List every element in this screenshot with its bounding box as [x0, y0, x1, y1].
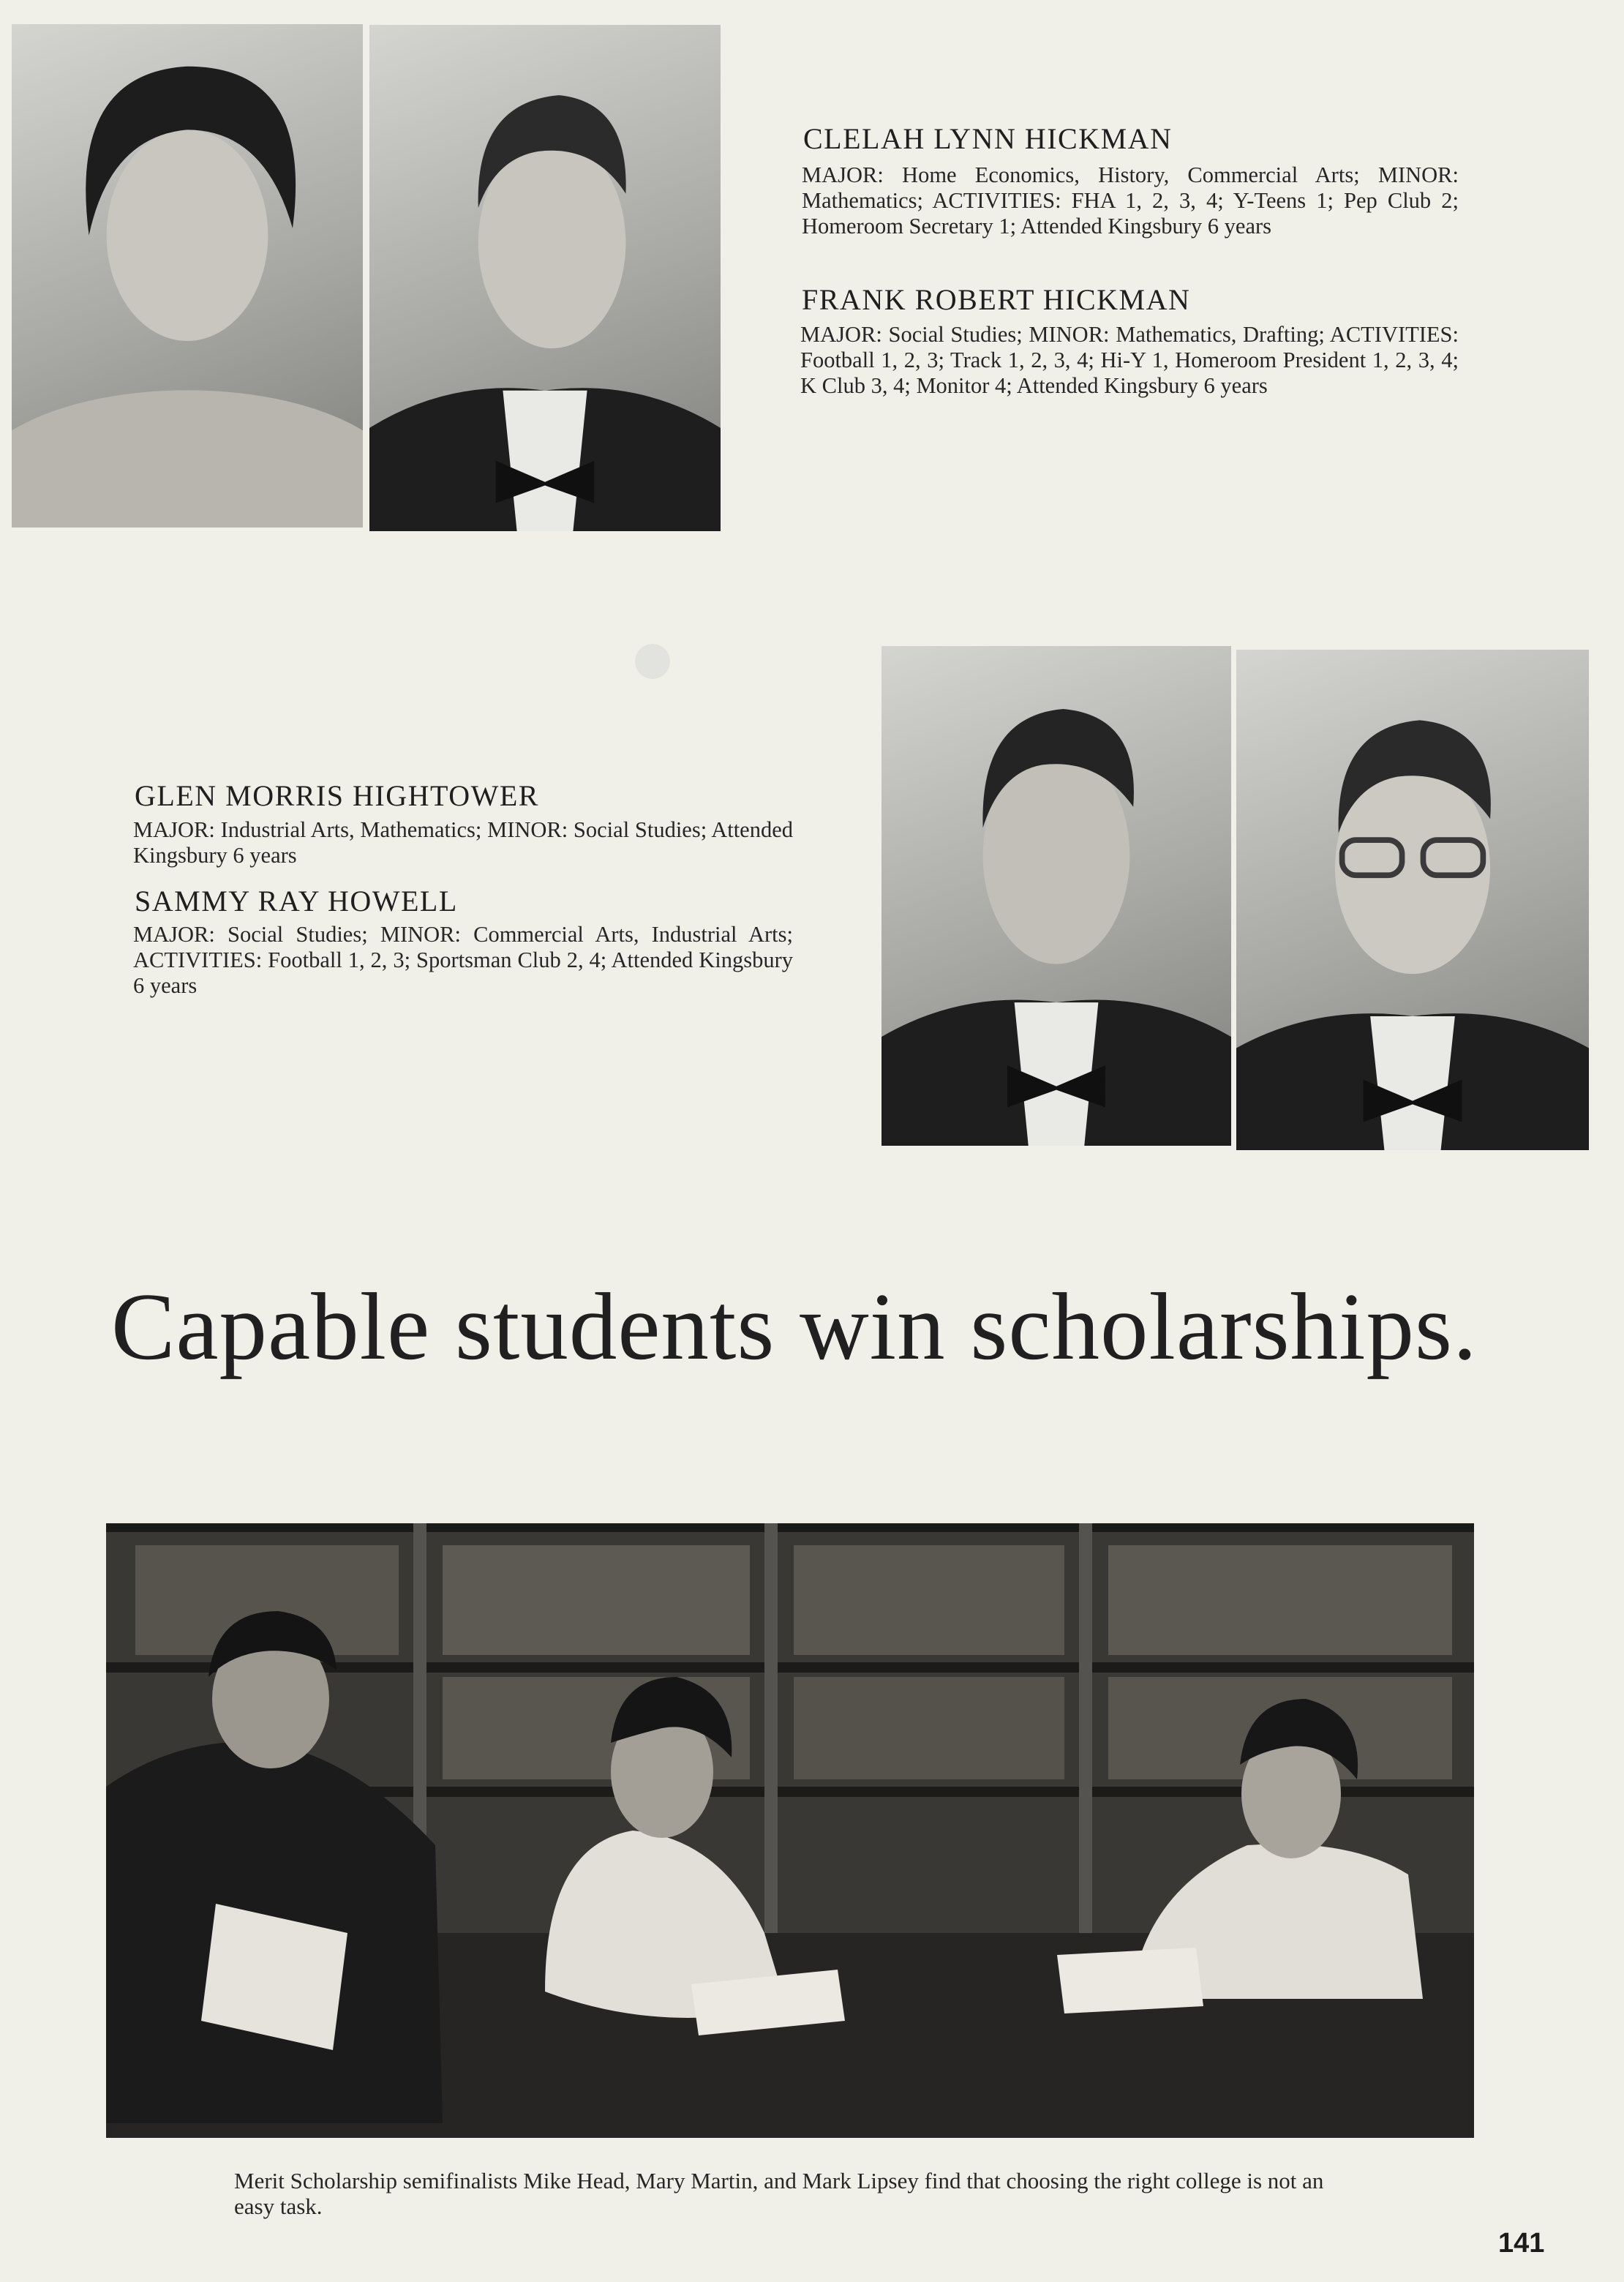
page-headline: Capable students win scholarships. — [111, 1274, 1478, 1380]
library-group-photo — [106, 1523, 1474, 2138]
portrait-glen-hightower — [881, 646, 1231, 1146]
student-name-clelah-hickman: CLELAH LYNN HICKMAN — [803, 122, 1173, 155]
photo-caption: Merit Scholarship semifinalists Mike Head, Mary Martin, and Mark Lipsey find that choosing the right college is not an easy task. — [234, 2168, 1324, 2219]
student-details-frank-hickman: MAJOR: Social Studies; MINOR: Mathematics, Drafting; ACTIVITIES: Football 1, 2, 3; Track 1, 2, 3, 4; Hi-Y 1, Homeroom President 1, 2, 3, 4; K Club 3, 4; Monitor 4; Attended Kingsbury 6 years — [800, 322, 1459, 398]
student-name-frank-hickman: FRANK ROBERT HICKMAN — [802, 283, 1191, 316]
student-details-glen-hightower: MAJOR: Industrial Arts, Mathematics; MINOR: Social Studies; Attended Kingsbury 6 years — [133, 817, 793, 868]
student-name-sammy-howell: SAMMY RAY HOWELL — [135, 885, 458, 917]
student-details-sammy-howell: MAJOR: Social Studies; MINOR: Commercial Arts, Industrial Arts; ACTIVITIES: Football 1, 2, 3; Sportsman Club 2, 4; Attended Kingsbury 6 years — [133, 922, 793, 998]
student-name-glen-hightower: GLEN MORRIS HIGHTOWER — [135, 779, 539, 812]
page-number: 141 — [1498, 2228, 1545, 2259]
portrait-clelah-hickman — [12, 24, 363, 528]
portrait-sammy-howell — [1236, 650, 1589, 1150]
student-details-clelah-hickman: MAJOR: Home Economics, History, Commercial Arts; MINOR: Mathematics; ACTIVITIES: FHA 1, 2, 3, 4; Y-Teens 1; Pep Club 2; Homeroom Secretary 1; Attended Kingsbury 6 years — [802, 162, 1459, 239]
paper-smudge — [635, 644, 670, 679]
portrait-frank-hickman — [369, 25, 721, 531]
